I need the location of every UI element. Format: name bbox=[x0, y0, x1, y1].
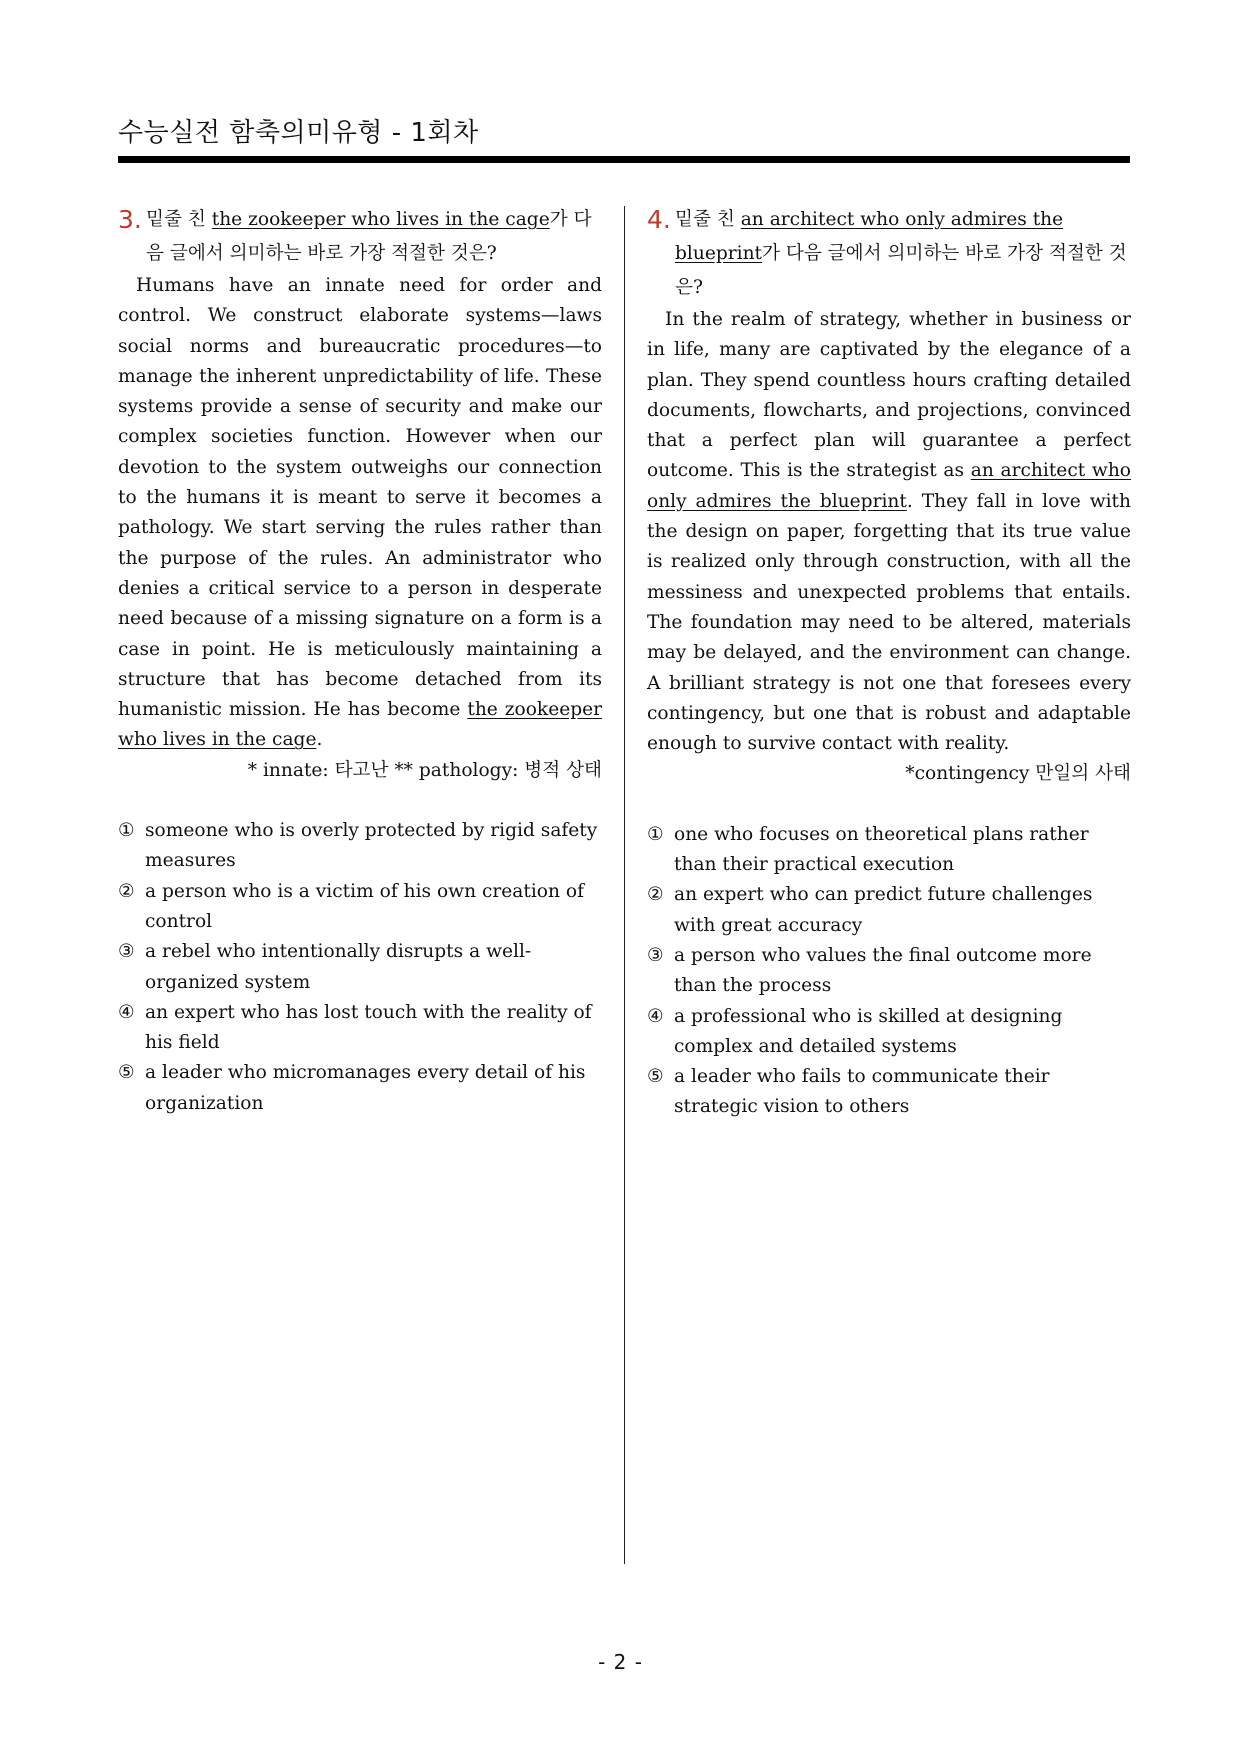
header-rule bbox=[118, 156, 1130, 163]
question-number: 4. bbox=[647, 205, 671, 234]
answer-option-2[interactable]: ② an expert who can predict future challenges with great accuracy bbox=[647, 884, 1093, 936]
prompt-underlined-phrase: an architect who only admires the blueprint bbox=[675, 209, 1064, 264]
question-number: 3. bbox=[118, 205, 142, 234]
answer-option-1[interactable]: ① one who focuses on theoretical plans rather than their practical execution bbox=[647, 823, 1089, 876]
passage-underlined-phrase: the zookeeper who lives in the cage bbox=[118, 699, 602, 751]
question-3 bbox=[118, 205, 602, 1119]
question-3-passage: Humans have an innate need for order and control. We construct elaborate systems—laws social norms and bureaucratic procedures—to manage the inherent unpredictability of life. These systems provide a sense of security and make our complex societies function. However when our devotion to the system outweighs our connection to the humans it is meant to serve it becomes a pathology. We start serving the rules rather than the purpose of the rules. An administrator who denies a critical service to a person in desperate need because of a missing signature on a form is a case in point. He is meticulously maintaining a structure that has become detached from its humanistic mission. He has become the zookeeper who lives in the cage. bbox=[118, 275, 602, 751]
answer-option-5[interactable]: ⑤ a leader who fails to communicate their strategic vision to others bbox=[647, 1066, 1050, 1118]
question-prompt: 밑줄 친 the zookeeper who lives in the cage가 다음 글에서 의미하는 바로 가장 적절한 것은? bbox=[146, 209, 592, 264]
answer-option-2[interactable]: ② a person who is a victim of his own creation of control bbox=[118, 880, 584, 932]
question-3-header bbox=[118, 205, 602, 271]
passage-underlined-phrase: an architect who only admires the blueprint bbox=[647, 460, 1131, 512]
question-4-footnote: *contingency 만일의 사태 bbox=[905, 763, 1131, 785]
column-divider bbox=[624, 206, 625, 1564]
question-prompt: 밑줄 친 an architect who only admires the blueprint가 다음 글에서 의미하는 바로 가장 적절한 것은? bbox=[675, 209, 1127, 298]
prompt-underlined-phrase: the zookeeper who lives in the cage bbox=[211, 209, 550, 230]
question-3-options bbox=[118, 816, 602, 1119]
answer-option-5[interactable]: ⑤ a leader who micromanages every detail of his organization bbox=[118, 1062, 586, 1114]
question-4-passage: In the realm of strategy, whether in business or in life, many are captivated by the elegance of a plan. They spend countless hours crafting detailed documents, flowcharts, and projections, convinced that a perfect plan will guarantee a perfect outcome. This is the strategist as an architect who only admires the blueprint. They fall in love with the design on paper, forgetting that its true value is realized only through construction, with all the messiness and unexpected problems that entails. The foundation may need to be altered, materials may be delayed, and the environment can change. A brilliant strategy is not one that foresees every contingency, but one that is robust and adaptable enough to survive contact with reality. bbox=[647, 309, 1131, 755]
answer-option-3[interactable]: ③ a rebel who intentionally disrupts a well-organized system bbox=[118, 941, 532, 993]
question-4-header bbox=[647, 205, 1131, 305]
answer-option-3[interactable]: ③ a person who values the final outcome more than the process bbox=[647, 944, 1092, 997]
answer-option-4[interactable]: ④ an expert who has lost touch with the reality of his field bbox=[118, 1001, 592, 1054]
question-3-footnote: * innate: 타고난 ** pathology: 병적 상태 bbox=[247, 759, 602, 781]
question-4-options bbox=[647, 820, 1131, 1123]
page-number: - 2 - bbox=[598, 1650, 643, 1674]
answer-option-4[interactable]: ④ a professional who is skilled at designing complex and detailed systems bbox=[647, 1005, 1063, 1057]
question-4 bbox=[647, 205, 1131, 1123]
answer-option-1[interactable]: ① someone who is overly protected by rigid safety measures bbox=[118, 820, 598, 872]
page-header-title: 수능실전 함축의미유형 - 1회차 bbox=[118, 118, 479, 148]
